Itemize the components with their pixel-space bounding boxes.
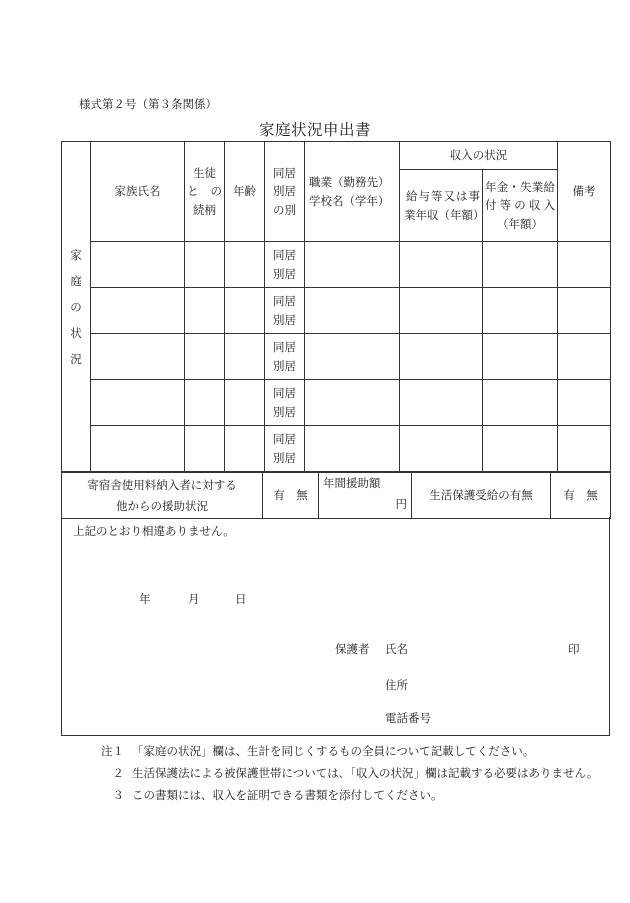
table-row [62,242,611,288]
family-name-cell[interactable] [91,334,185,380]
date-day: 日 [235,592,247,606]
pension-cell[interactable] [483,380,558,426]
remarks-cell[interactable] [558,288,611,334]
header-age: 年齢 [225,142,265,242]
header-relation: 生徒 との 続柄 [185,142,225,242]
remarks-cell[interactable] [558,426,611,472]
occupation-cell[interactable] [305,426,400,472]
table-row [62,334,611,380]
pension-cell[interactable] [483,426,558,472]
seal-label: 印 [568,642,580,656]
cohabit-cell[interactable]: 同居 別居 [265,288,305,334]
salary-cell[interactable] [400,242,483,288]
relation-cell[interactable] [185,334,225,380]
remarks-cell[interactable] [558,380,611,426]
occupation-cell[interactable] [305,334,400,380]
family-name-cell[interactable] [91,380,185,426]
age-cell[interactable] [225,288,265,334]
age-cell[interactable] [225,380,265,426]
salary-cell[interactable] [400,288,483,334]
support-label: 寄宿舎使用料納入者に対する 他からの援助状況 [62,473,263,519]
relation-cell[interactable] [185,288,225,334]
header-cohabit: 同居 別居 の別 [265,142,305,242]
header-family-name: 家族氏名 [91,142,185,242]
family-name-cell[interactable] [91,242,185,288]
cohabit-cell[interactable]: 同居 別居 [265,242,305,288]
relation-cell[interactable] [185,242,225,288]
guardian-name-label: 氏名 [385,642,408,656]
address-label: 住所 [385,678,408,692]
salary-cell[interactable] [400,426,483,472]
header-salary: 給与等又は事 業年収（年額） [400,170,483,242]
occupation-cell[interactable] [305,288,400,334]
relation-cell[interactable] [185,380,225,426]
age-cell[interactable] [225,426,265,472]
table-row [62,426,611,472]
date-year: 年 [139,592,151,606]
note-item: 注１ 「家庭の状況」欄は、生計を同じくするもの全員について記載してください。 [101,744,535,758]
phone-label: 電話番号 [385,711,431,725]
age-cell[interactable] [225,334,265,380]
declaration-section [61,517,610,736]
welfare-presence[interactable]: 有 無 [551,473,611,519]
declaration-statement: 上記のとおり相違ありません。 [73,524,235,538]
header-remarks: 備考 [558,142,611,242]
side-label-family-status: 家 庭 の 状 況 [62,142,91,472]
salary-cell[interactable] [400,334,483,380]
family-name-cell[interactable] [91,426,185,472]
remarks-cell[interactable] [558,334,611,380]
pension-cell[interactable] [483,242,558,288]
note-item: ３ この書類には、収入を証明できる書類を添付してください。 [112,788,443,802]
cohabit-cell[interactable]: 同居 別居 [265,334,305,380]
family-status-table [61,141,611,472]
header-pension: 年金・失業給 付等の収入 （年額） [483,170,558,242]
guardian-label: 保護者 [335,642,370,656]
page-title: 家庭状況申出書 [258,121,371,139]
pension-cell[interactable] [483,334,558,380]
header-income: 収入の状況 [400,142,558,170]
support-presence[interactable]: 有 無 [263,473,319,519]
occupation-cell[interactable] [305,380,400,426]
header-occupation: 職業（勤務先） 学校名（学年） [305,142,400,242]
annual-support-amount[interactable]: 年間援助額 円 [319,473,412,519]
table-row [62,380,611,426]
relation-cell[interactable] [185,426,225,472]
age-cell[interactable] [225,242,265,288]
family-name-cell[interactable] [91,288,185,334]
notes [88,740,598,806]
remarks-cell[interactable] [558,242,611,288]
cohabit-cell[interactable]: 同居 別居 [265,380,305,426]
cohabit-cell[interactable]: 同居 別居 [265,426,305,472]
form-number: 様式第２号（第３条関係） [79,97,217,111]
table-row [62,288,611,334]
salary-cell[interactable] [400,380,483,426]
pension-cell[interactable] [483,288,558,334]
welfare-label: 生活保護受給の有無 [412,473,551,519]
support-status-table [61,472,611,519]
date-month: 月 [188,592,200,606]
note-item: ２ 生活保護法による被保護世帯については､「収入の状況」欄は記載する必要はありません。 [112,766,599,780]
occupation-cell[interactable] [305,242,400,288]
